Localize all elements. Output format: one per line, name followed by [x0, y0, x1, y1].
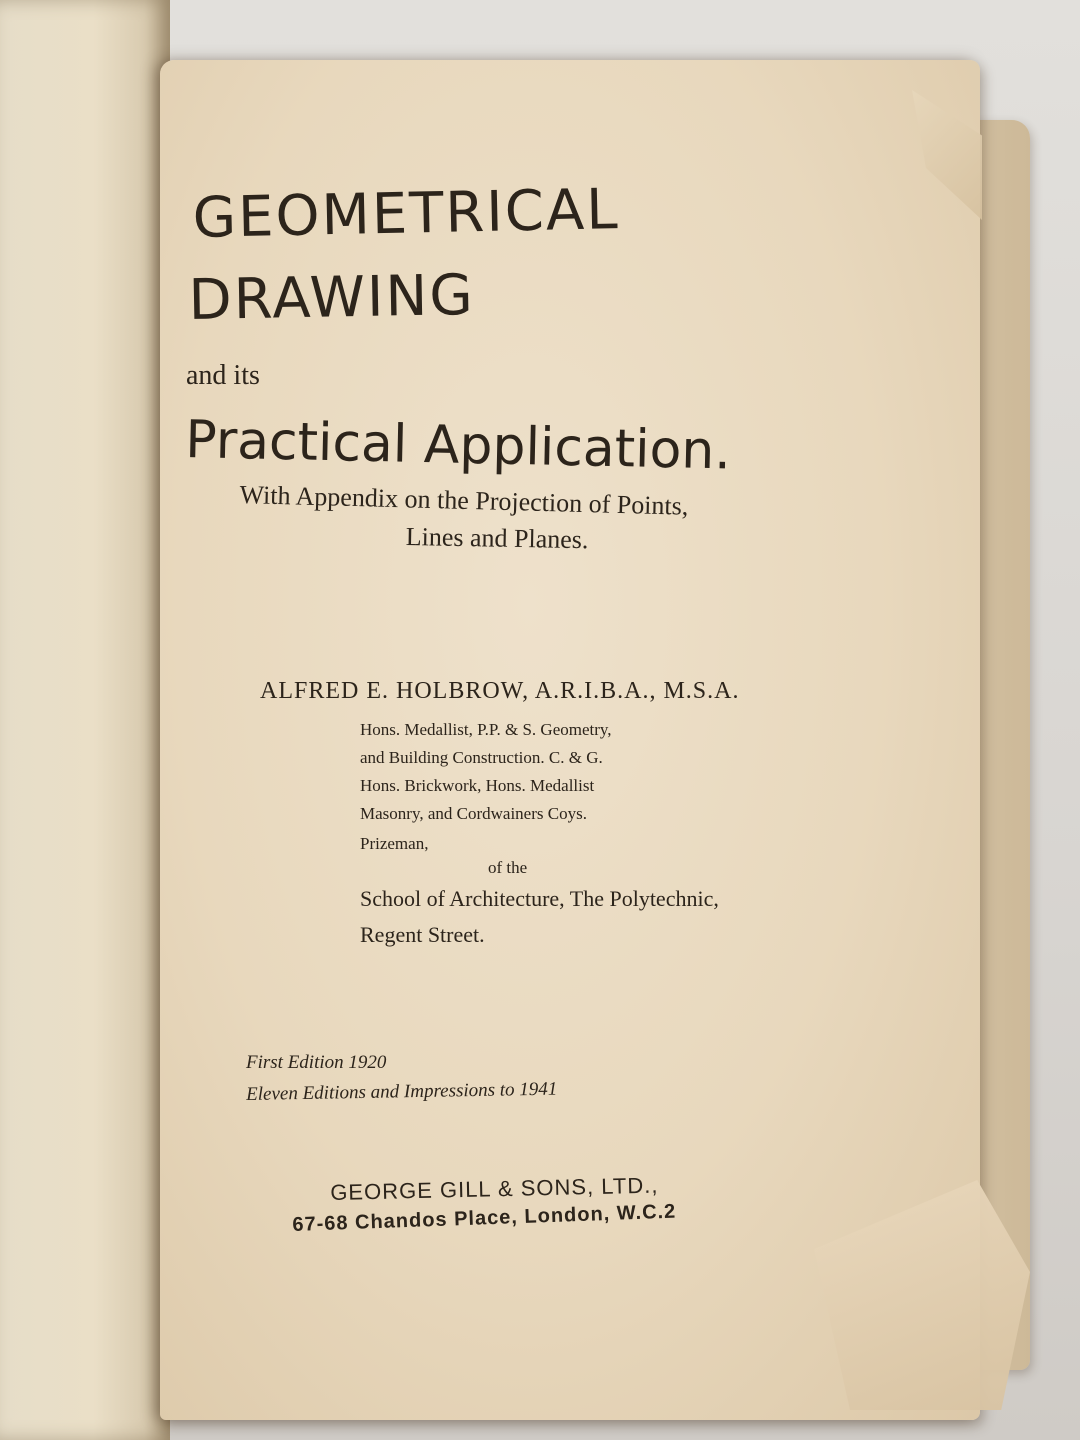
school-line-1: School of Architecture, The Polytechnic,: [360, 886, 719, 911]
subtitle-line-2: Lines and Planes.: [405, 522, 589, 555]
credential-line: and Building Construction. C. & G.: [360, 748, 603, 767]
edition-note-2: Eleven Editions and Impressions to 1941: [246, 1078, 558, 1105]
left-page: [0, 0, 170, 1440]
edition-note-1: First Edition 1920: [246, 1052, 387, 1073]
title-line-geometrical: GEOMETRICAL: [192, 177, 621, 251]
credential-line: Hons. Brickwork, Hons. Medallist: [360, 776, 595, 795]
title-line-practical-application: Practical Application.: [184, 410, 732, 482]
author-name: ALFRED E. HOLBROW, A.R.I.B.A., M.S.A.: [260, 678, 740, 704]
publisher-address: 67-68 Chandos Place, London, W.C.2: [292, 1200, 677, 1236]
of-the-text: of the: [488, 858, 528, 877]
school-line-2: Regent Street.: [360, 922, 485, 947]
publisher-name: GEORGE GILL & SONS, LTD.,: [330, 1172, 659, 1205]
title-line-drawing: DRAWING: [188, 263, 476, 333]
credential-line: Prizeman,: [360, 834, 429, 853]
credential-line: Hons. Medallist, P.P. & S. Geometry,: [360, 720, 612, 739]
title-line-and-its: and its: [186, 360, 260, 391]
subtitle-line-1: With Appendix on the Projection of Points,: [239, 480, 689, 521]
credential-line: Masonry, and Cordwainers Coys.: [360, 804, 587, 823]
